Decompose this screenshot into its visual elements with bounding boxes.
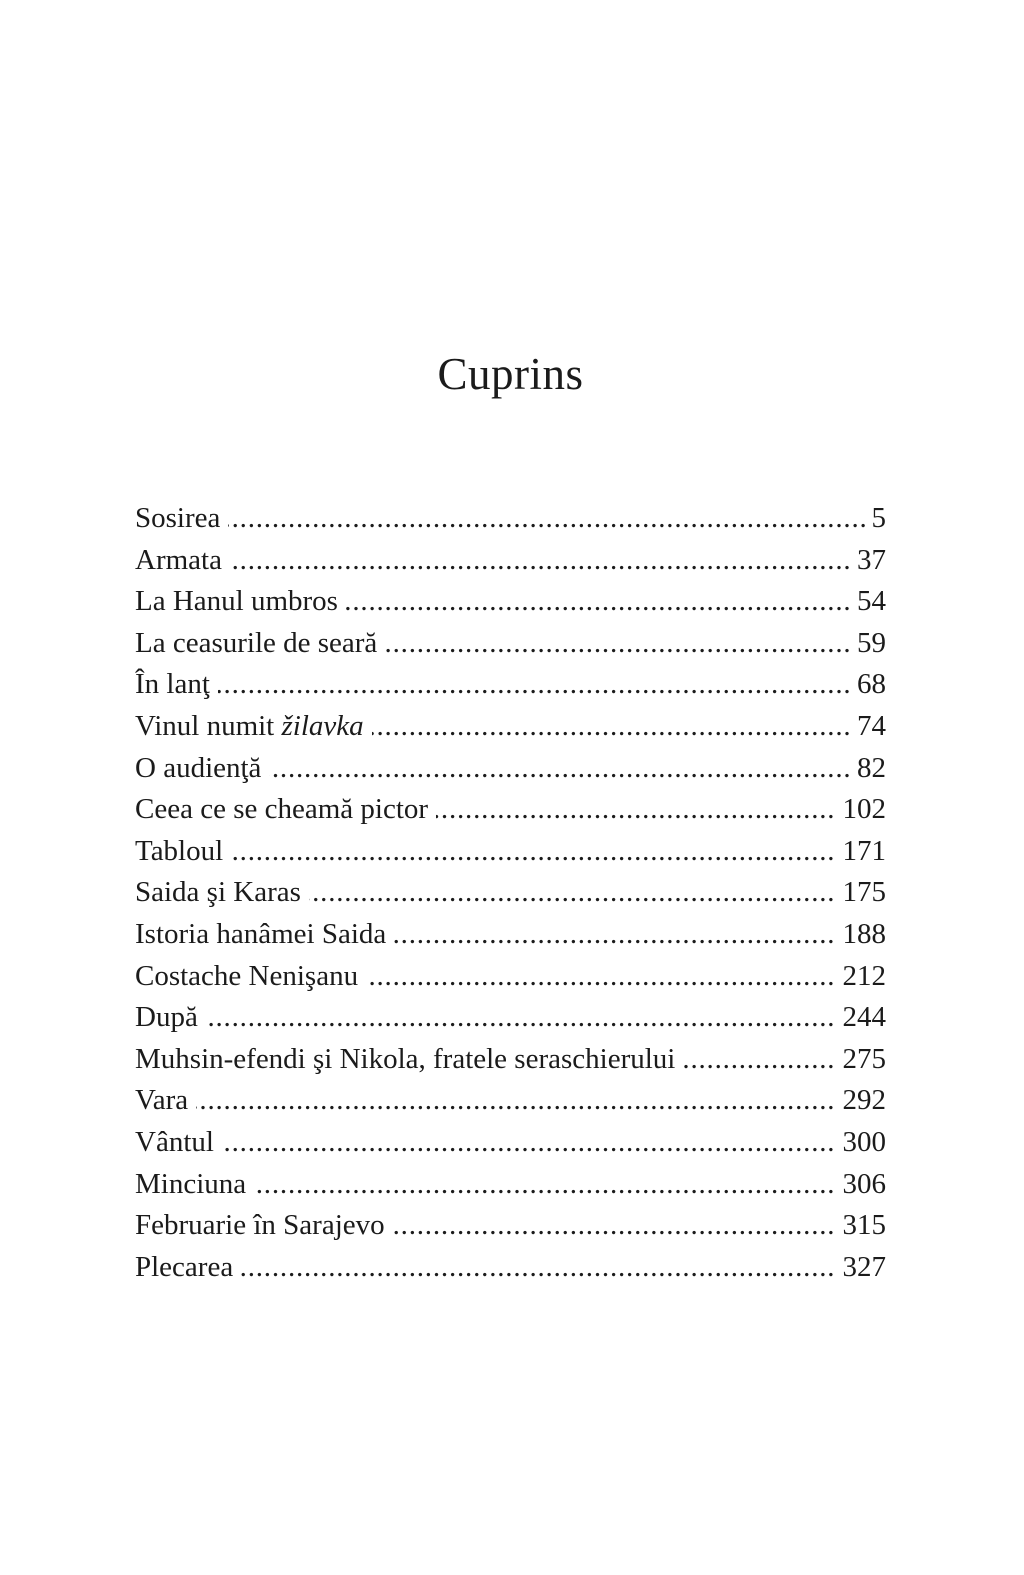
toc-entry-page: 74	[850, 706, 886, 748]
toc-entry-label: La ceasurile de seară	[135, 626, 378, 659]
toc-entry-page: 175	[836, 872, 887, 914]
dot-leader	[135, 498, 886, 540]
toc-entry	[135, 789, 886, 831]
toc-entry-page: 292	[836, 1080, 887, 1122]
toc-entry-page: 59	[850, 623, 886, 665]
toc-entry-page: 275	[836, 1039, 887, 1081]
toc-entry-page: 82	[850, 748, 886, 790]
toc-entry-label-wrap	[135, 960, 366, 992]
toc-entry-label: Februarie în Sarajevo	[135, 1209, 385, 1242]
toc-entry-label: Costache Nenişanu	[135, 959, 359, 992]
toc-entry	[135, 748, 886, 790]
toc-entry-label: Armata	[135, 543, 222, 576]
toc-entry-label: Plecarea	[135, 1250, 234, 1283]
toc-entry-label-wrap	[135, 710, 372, 742]
toc-entry-page: 315	[836, 1205, 887, 1247]
toc-entry-page: 102	[836, 789, 887, 831]
toc-entry	[135, 997, 886, 1039]
dot-leader	[135, 1247, 886, 1289]
toc-entry-page: 244	[836, 997, 887, 1039]
toc-entry-label-wrap	[135, 876, 309, 908]
toc-entry	[135, 498, 886, 540]
toc-entry-page: 188	[836, 914, 887, 956]
toc-entry-label: Ceea ce se cheamă pictor	[135, 793, 429, 826]
toc-entry	[135, 1122, 886, 1164]
toc-entry-page: 212	[836, 956, 887, 998]
toc-entry-page: 171	[836, 831, 887, 873]
dot-leader	[135, 1122, 886, 1164]
toc-entry-label: Minciuna	[135, 1167, 247, 1200]
toc-entry	[135, 1164, 886, 1206]
toc-entry-label: La Hanul umbros	[135, 585, 338, 618]
toc-entry-label: Istoria hanâmei Saida	[135, 917, 387, 950]
toc-entry	[135, 1039, 886, 1081]
toc-list	[135, 498, 886, 1288]
dot-leader	[135, 997, 886, 1039]
toc-entry-label: Tabloul	[135, 834, 224, 867]
toc-entry-label-wrap	[135, 1168, 254, 1200]
toc-entry-label: Vinul numit	[135, 709, 275, 742]
toc-entry	[135, 914, 886, 956]
toc-entry-label-wrap	[135, 918, 394, 950]
toc-entry	[135, 706, 886, 748]
toc-entry-page: 300	[836, 1122, 887, 1164]
toc-entry-label-wrap	[135, 668, 218, 700]
toc-entry-label: În lanţ	[135, 668, 210, 701]
toc-entry-label-wrap	[135, 502, 228, 534]
toc-entry	[135, 1080, 886, 1122]
toc-entry-label-wrap	[135, 1043, 683, 1075]
toc-entry-page: 37	[850, 540, 886, 582]
toc-entry	[135, 623, 886, 665]
toc-entry-label-wrap	[135, 585, 346, 617]
toc-entry-label: Sosirea	[135, 502, 221, 534]
toc-entry-label-wrap	[135, 1126, 222, 1158]
toc-entry-label-wrap	[135, 1001, 206, 1033]
toc-entry-label: Vara	[135, 1084, 189, 1117]
toc-entry-label-wrap	[135, 627, 385, 659]
toc-entry-label: O audienţă	[135, 751, 262, 784]
toc-entry-label: După	[135, 1001, 198, 1034]
dot-leader	[135, 664, 886, 706]
toc-entry-label: Saida şi Karas	[135, 876, 301, 909]
toc-entry	[135, 1205, 886, 1247]
toc-entry-label: Vântul	[135, 1125, 214, 1158]
toc-entry	[135, 831, 886, 873]
toc-entry	[135, 540, 886, 582]
toc-entry-label-wrap	[135, 544, 230, 576]
page-title: Cuprins	[437, 349, 584, 399]
toc-entry-label-wrap	[135, 1084, 196, 1116]
toc-entry-label-wrap	[135, 1251, 241, 1283]
toc-entry	[135, 1247, 886, 1289]
toc-entry-page: 327	[836, 1247, 887, 1289]
toc-entry-label-wrap	[135, 1209, 393, 1241]
toc-entry	[135, 872, 886, 914]
dot-leader	[135, 1080, 886, 1122]
toc-entry-label-wrap	[135, 793, 436, 825]
toc-entry-page: 5	[865, 498, 887, 540]
toc-entry-label-italic: žilavka	[281, 709, 364, 742]
toc-entry-label: Muhsin-efendi şi Nikola, fratele seraschierului	[135, 1042, 676, 1075]
toc-entry-label-wrap	[135, 835, 231, 867]
toc-entry	[135, 956, 886, 998]
toc-entry	[135, 664, 886, 706]
toc-entry-label-wrap	[135, 752, 269, 784]
toc-entry-page: 68	[850, 664, 886, 706]
toc-entry-page: 54	[850, 581, 886, 623]
dot-leader	[135, 540, 886, 582]
toc-entry-page: 306	[836, 1164, 887, 1206]
toc-entry	[135, 581, 886, 623]
dot-leader	[135, 831, 886, 873]
